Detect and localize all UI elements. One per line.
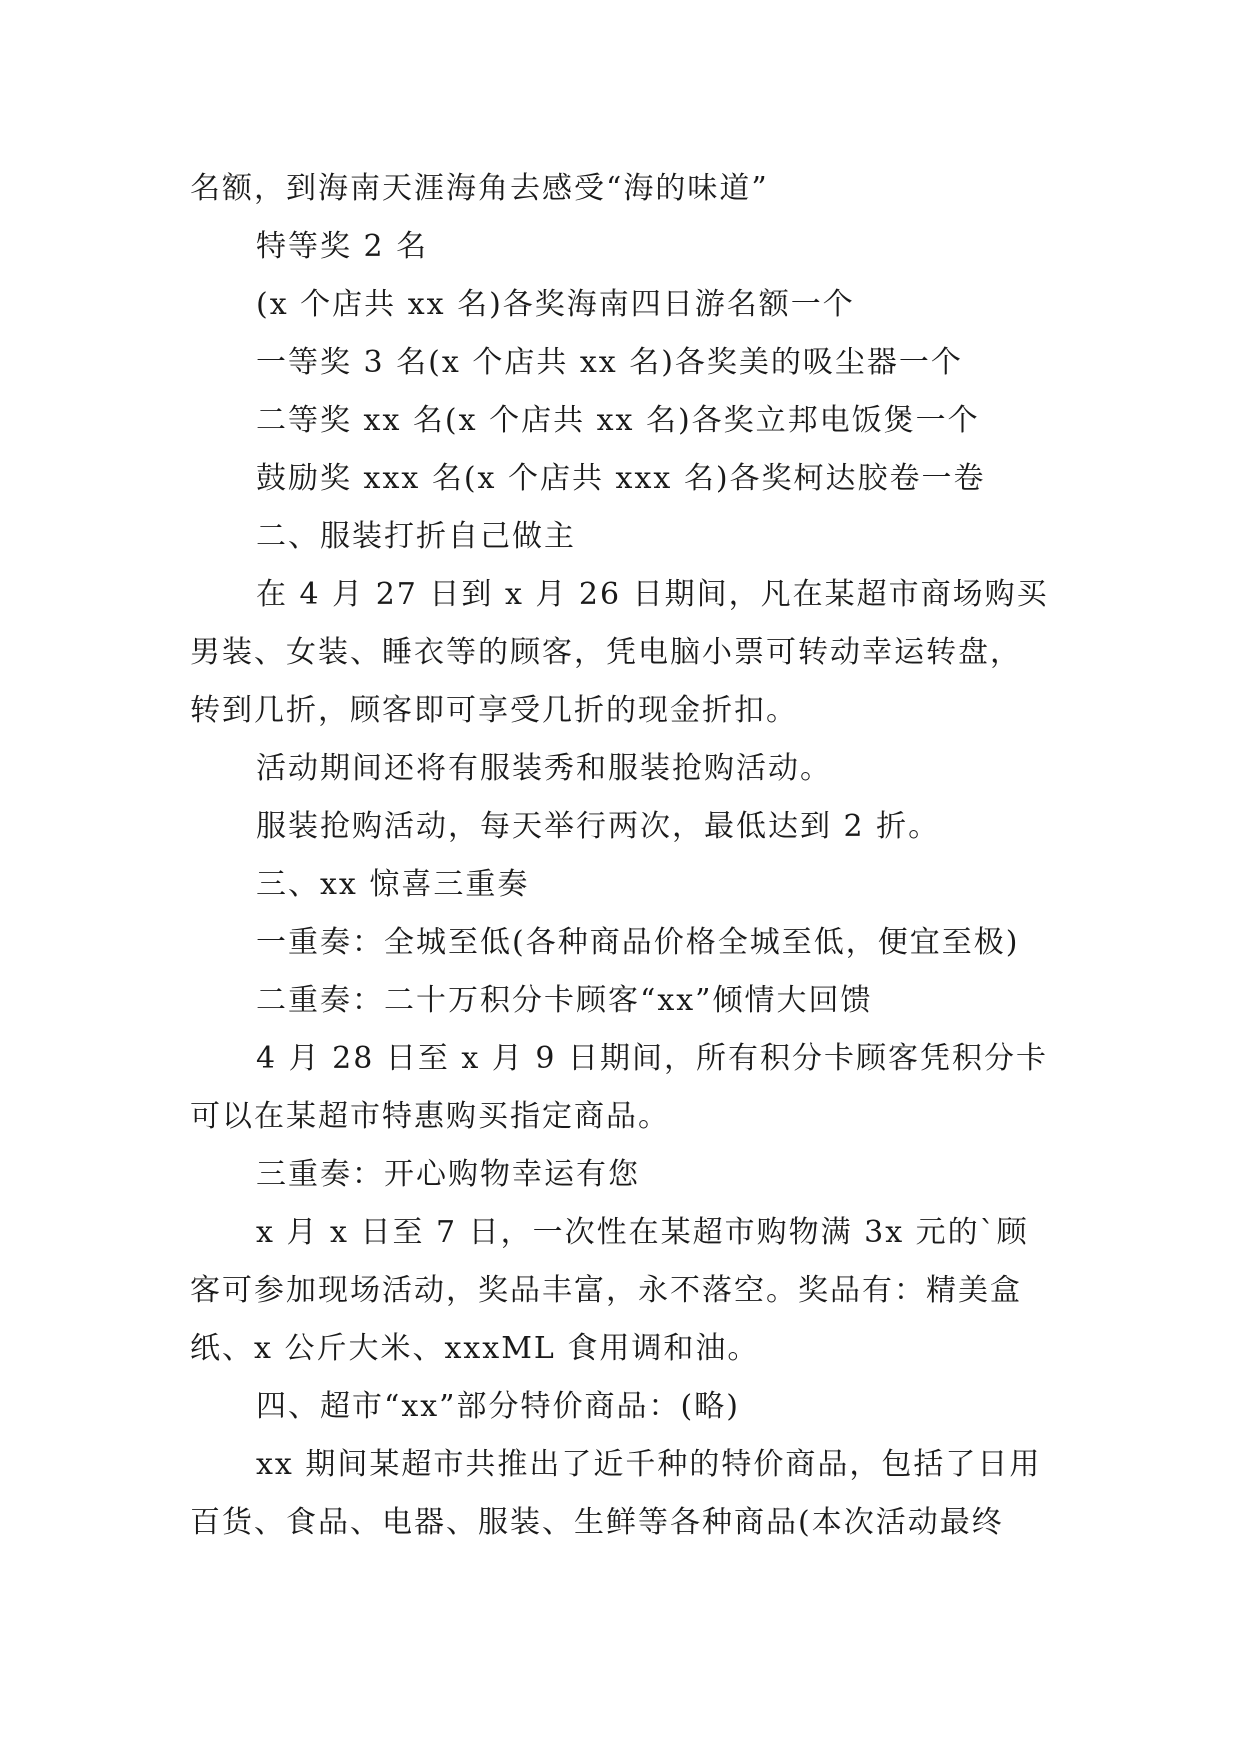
paragraph: 一重奏：全城至低(各种商品价格全城至低，便宜至极) (256, 925, 1020, 960)
document-body (190, 160, 1050, 1552)
section-heading: 四、超市“xx”部分特价商品：(略) (256, 1389, 740, 1424)
paragraph: (x 个店共 xx 名)各奖海南四日游名额一个 (256, 287, 855, 322)
paragraph: 二等奖 xx 名(x 个店共 xx 名)各奖立邦电饭煲一个 (256, 403, 980, 438)
paragraph: 在 4 月 27 日到 x 月 26 日期间，凡在某超市商场购买男装、女装、睡衣等的顾客，凭电脑小票可转动幸运转盘，转到几折，顾客即可享受几折的现金折扣。 (190, 577, 1049, 728)
paragraph: 服装抢购活动，每天举行两次，最低达到 2 折。 (256, 809, 941, 844)
paragraph: 名额，到海南天涯海角去感受“海的味道” (190, 171, 769, 206)
paragraph: 鼓励奖 xxx 名(x 个店共 xxx 名)各奖柯达胶卷一卷 (256, 461, 986, 496)
paragraph: 一等奖 3 名(x 个店共 xx 名)各奖美的吸尘器一个 (256, 345, 963, 380)
section-heading: 三、xx 惊喜三重奏 (256, 867, 530, 902)
paragraph: xx 期间某超市共推出了近千种的特价商品，包括了日用百货、食品、电器、服装、生鲜等各种商品(本次活动最终 (190, 1447, 1042, 1540)
paragraph: 二重奏：二十万积分卡顾客“xx”倾情大回馈 (256, 983, 873, 1018)
section-heading: 二、服装打折自己做主 (256, 519, 576, 554)
paragraph: 特等奖 2 名 (256, 229, 429, 264)
paragraph: 活动期间还将有服装秀和服装抢购活动。 (256, 751, 832, 786)
paragraph: x 月 x 日至 7 日，一次性在某超市购物满 3x 元的`顾客可参加现场活动，奖品丰富，永不落空。奖品有：精美盒纸、x 公斤大米、xxxML 食用调和油。 (190, 1215, 1029, 1366)
paragraph: 4 月 28 日至 x 月 9 日期间，所有积分卡顾客凭积分卡可以在某超市特惠购买指定商品。 (190, 1041, 1049, 1134)
paragraph: 三重奏：开心购物幸运有您 (256, 1157, 640, 1192)
